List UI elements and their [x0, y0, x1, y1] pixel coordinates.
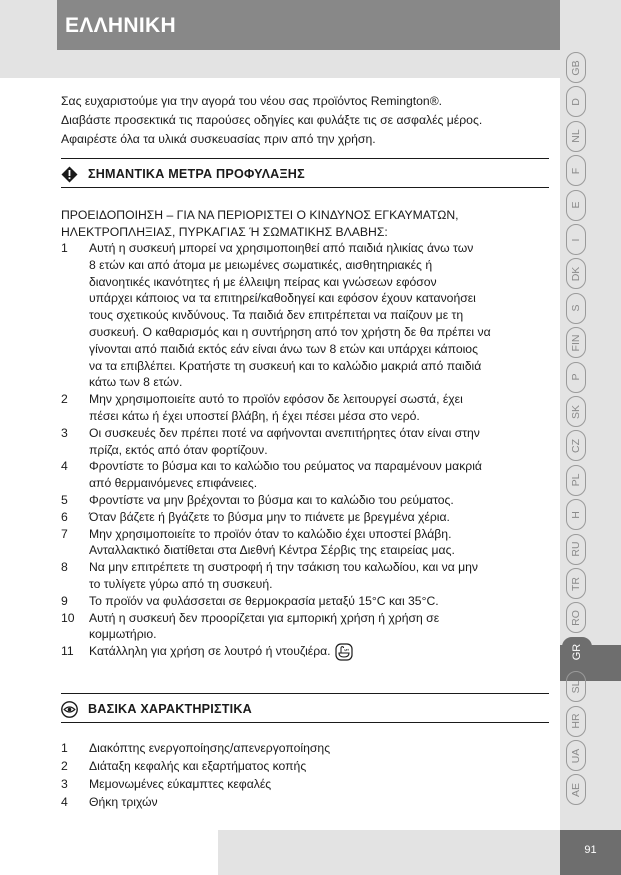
item-number: 9: [61, 593, 68, 608]
item-text: Να μην επιτρέπετε τη συστροφή ή την τσάκιση του καλωδίου, και να μην το τυλίγετε γύρω από τη συσκευή.: [89, 560, 479, 591]
warning-line: ΗΛΕΚΤΡΟΠΛΗΞΙΑΣ, ΠΥΡΚΑΓΙΑΣ Ή ΣΩΜΑΤΙΚΗΣ ΒΛΑΒΗΣ:: [61, 224, 388, 239]
item-text: Οι συσκευές δεν πρέπει ποτέ να αφήνονται ανεπιτήρητες όταν είναι στην πρίζα, εκτός από όταν φορτίζουν.: [89, 425, 480, 457]
item-text: Αυτή η συσκευή δεν προορίζεται για εμπορική χρήση ή χρήση σε κομμωτήριο.: [89, 610, 440, 642]
language-tab-label: H: [570, 510, 582, 519]
safety-list: [61, 240, 553, 661]
language-tab-tr[interactable]: [566, 568, 586, 599]
language-tab-label: SL: [570, 680, 582, 694]
page-number-box: [560, 830, 621, 875]
language-tab-label: UA: [570, 748, 582, 763]
safety-item: [61, 643, 553, 661]
bath-shower-icon: [335, 643, 353, 661]
language-tab-label: I: [570, 238, 582, 241]
item-number: 2: [61, 759, 68, 773]
safety-item: [61, 526, 553, 560]
language-tab-fin[interactable]: [566, 327, 586, 358]
language-tab-hr[interactable]: [566, 706, 586, 737]
title-box: [57, 0, 560, 50]
safety-item: [61, 458, 553, 492]
feature-item: [61, 757, 553, 775]
language-tab-p[interactable]: [566, 362, 586, 393]
intro-line: Διαβάστε προσεκτικά τις παρούσες οδηγίες και φυλάξτε τις σε ασφαλές μέρος.: [61, 113, 483, 127]
item-text: Φροντίστε το βύσμα και το καλώδιο του ρεύματος να παραμένουν μακριά από θερμαινόμενες επιφάνειες.: [89, 459, 482, 491]
page-number: 91: [584, 844, 597, 856]
language-tab-label: TR: [570, 576, 582, 591]
item-number: 3: [61, 425, 68, 440]
language-tab-label: F: [570, 167, 582, 174]
language-tab-label: HR: [570, 713, 582, 729]
footer-band: [218, 830, 560, 875]
divider: [61, 158, 549, 159]
language-tab-label: RO: [570, 610, 582, 626]
features-heading: [61, 700, 252, 718]
item-text: Αυτή η συσκευή μπορεί να χρησιμοποιηθεί από παιδιά ηλικίας άνω των 8 ετών και από άτομα με μειωμένες σωματικές, αισθητηριακές ή διανοητικές ικανότητες ή με έλλειψη πείρας και γνώσεων εφόσον υπάρχει κάποιος να τα επιτηρεί/καθοδηγεί και εφόσον έχουν κατανοήσει τους σχετικούς κινδύνους. Τα παιδιά δεν επιτρέπεται να παίζουν με τη συσκευή. Ο καθαρισμός και η συντήρηση από τον χρήστη δε θα πρέπει να γίνονται από παιδιά εκτός εάν είναι άνω των 8 ετών και υπάρχει κάποιος να τα επιβλέπει. Κρατήστε τη συσκευή και το καλώδιο μακριά από παιδιά κάτω των 8 ετών.: [89, 241, 491, 390]
divider: [61, 693, 549, 694]
language-tab-ro[interactable]: [566, 602, 586, 633]
safety-item: [61, 593, 553, 610]
features-list: [61, 739, 553, 811]
language-tab-label: DK: [570, 266, 582, 282]
safety-item: [61, 492, 553, 509]
features-heading-text: ΒΑΣΙΚΑ ΧΑΡΑΚΤΗΡΙΣΤΙΚΑ: [88, 702, 252, 716]
language-tab-label: GB: [570, 59, 582, 76]
language-tab-ru[interactable]: [566, 534, 586, 565]
language-tab-label: SK: [570, 404, 582, 419]
language-tab-h[interactable]: [566, 499, 586, 530]
item-number: 11: [61, 644, 74, 659]
language-tab-label: GR: [571, 644, 583, 661]
language-tab-label: FIN: [570, 334, 582, 352]
language-tab-label: S: [570, 304, 582, 312]
language-tab-d[interactable]: [566, 86, 586, 117]
language-tab-label: CZ: [570, 438, 582, 453]
item-text: Μεμονωμένες εύκαμπτες κεφαλές: [89, 777, 272, 791]
item-text: Διακόπτης ενεργοποίησης/απενεργοποίησης: [89, 741, 331, 755]
language-tab-gr[interactable]: [562, 637, 592, 668]
language-tab-nl[interactable]: [566, 121, 586, 152]
language-tab-label: P: [570, 373, 582, 381]
item-text: Κατάλληλη για χρήση σε λουτρό ή ντουζιέρα.: [89, 644, 331, 659]
safety-item: [61, 425, 553, 459]
language-tab-pl[interactable]: [566, 465, 586, 496]
language-tab-label: PL: [570, 473, 582, 487]
language-tab-label: RU: [570, 541, 582, 557]
item-number: 10: [61, 610, 75, 625]
warning-text: [61, 207, 553, 241]
item-text: Μην χρησιμοποιείτε το προϊόν όταν το καλώδιο έχει υποστεί βλάβη. Ανταλλακτικό διατίθεται στα Διεθνή Κέντρα Σέρβις της εταιρείας μας.: [89, 526, 455, 558]
eye-icon: [61, 701, 78, 718]
item-number: 5: [61, 492, 68, 507]
language-tab-dk[interactable]: [566, 258, 586, 289]
item-text: Θήκη τριχών: [89, 795, 158, 809]
warning-line: ΠΡΟΕΙΔΟΠΟΙΗΣΗ – ΓΙΑ ΝΑ ΠΕΡΙΟΡΙΣΤΕΙ Ο ΚΙΝΔΥΝΟΣ ΕΓΚΑΥΜΑΤΩΝ,: [61, 208, 459, 222]
item-number: 3: [61, 777, 68, 791]
divider: [61, 187, 549, 188]
item-text: Όταν βάζετε ή βγάζετε το βύσμα μην το πιάνετε με βρεγμένα χέρια.: [89, 509, 450, 524]
language-tab-ua[interactable]: [566, 740, 586, 771]
language-tab-sk[interactable]: [566, 396, 586, 427]
item-text: Το προϊόν να φυλάσσεται σε θερμοκρασία μεταξύ 15°C και 35°C.: [89, 593, 439, 608]
item-number: 1: [61, 241, 68, 255]
language-tab-ae[interactable]: [566, 774, 586, 805]
language-tab-e[interactable]: [566, 190, 586, 221]
language-tab-sl[interactable]: [566, 671, 586, 702]
safety-item: [61, 391, 553, 425]
language-tab-label: D: [570, 98, 582, 106]
safety-item: [61, 610, 553, 644]
item-number: 6: [61, 509, 68, 524]
safety-heading: [61, 165, 305, 183]
feature-item: [61, 775, 553, 793]
intro-line: Σας ευχαριστούμε για την αγορά του νέου σας προϊόντος Remington®.: [61, 94, 443, 108]
item-number: 8: [61, 560, 68, 575]
feature-item: [61, 793, 553, 811]
language-tab-s[interactable]: [566, 293, 586, 324]
language-tab-cz[interactable]: [566, 430, 586, 461]
intro-line: Αφαιρέστε όλα τα υλικά συσκευασίας πριν από την χρήση.: [61, 132, 376, 146]
safety-item: [61, 559, 553, 593]
safety-item: [61, 509, 553, 526]
feature-item: [61, 739, 553, 757]
item-number: 4: [61, 795, 68, 809]
safety-item: [61, 240, 553, 391]
language-tab-label: NL: [570, 129, 582, 144]
language-tab-f[interactable]: [566, 155, 586, 186]
item-number: 4: [61, 459, 68, 474]
language-tab-label: AE: [570, 782, 582, 797]
intro-text: [61, 92, 553, 149]
item-number: 7: [61, 526, 68, 541]
item-number: 1: [61, 741, 68, 755]
divider: [61, 722, 549, 723]
page-title: ΕΛΛΗΝΙΚΗ: [65, 14, 176, 37]
safety-heading-text: ΣΗΜΑΝΤΙΚΑ ΜΕΤΡΑ ΠΡΟΦΥΛΑΞΗΣ: [88, 167, 305, 181]
language-tab-i[interactable]: [566, 224, 586, 255]
warning-diamond-icon: [61, 166, 78, 183]
item-text: Φροντίστε να μην βρέχονται το βύσμα και το καλώδιο του ρεύματος.: [89, 492, 454, 507]
language-tabs: [562, 0, 592, 830]
item-number: 2: [61, 392, 68, 407]
language-tab-label: E: [570, 201, 582, 209]
item-text: Διάταξη κεφαλής και εξαρτήματος κοπής: [89, 759, 307, 773]
item-text: Μην χρησιμοποιείτε αυτό το προϊόν εφόσον δε λειτουργεί σωστά, έχει πέσει κάτω ή έχει υποστεί βλάβη, ή έχει πέσει μέσα στο νερό.: [89, 392, 463, 423]
language-tab-gb[interactable]: [566, 52, 586, 83]
